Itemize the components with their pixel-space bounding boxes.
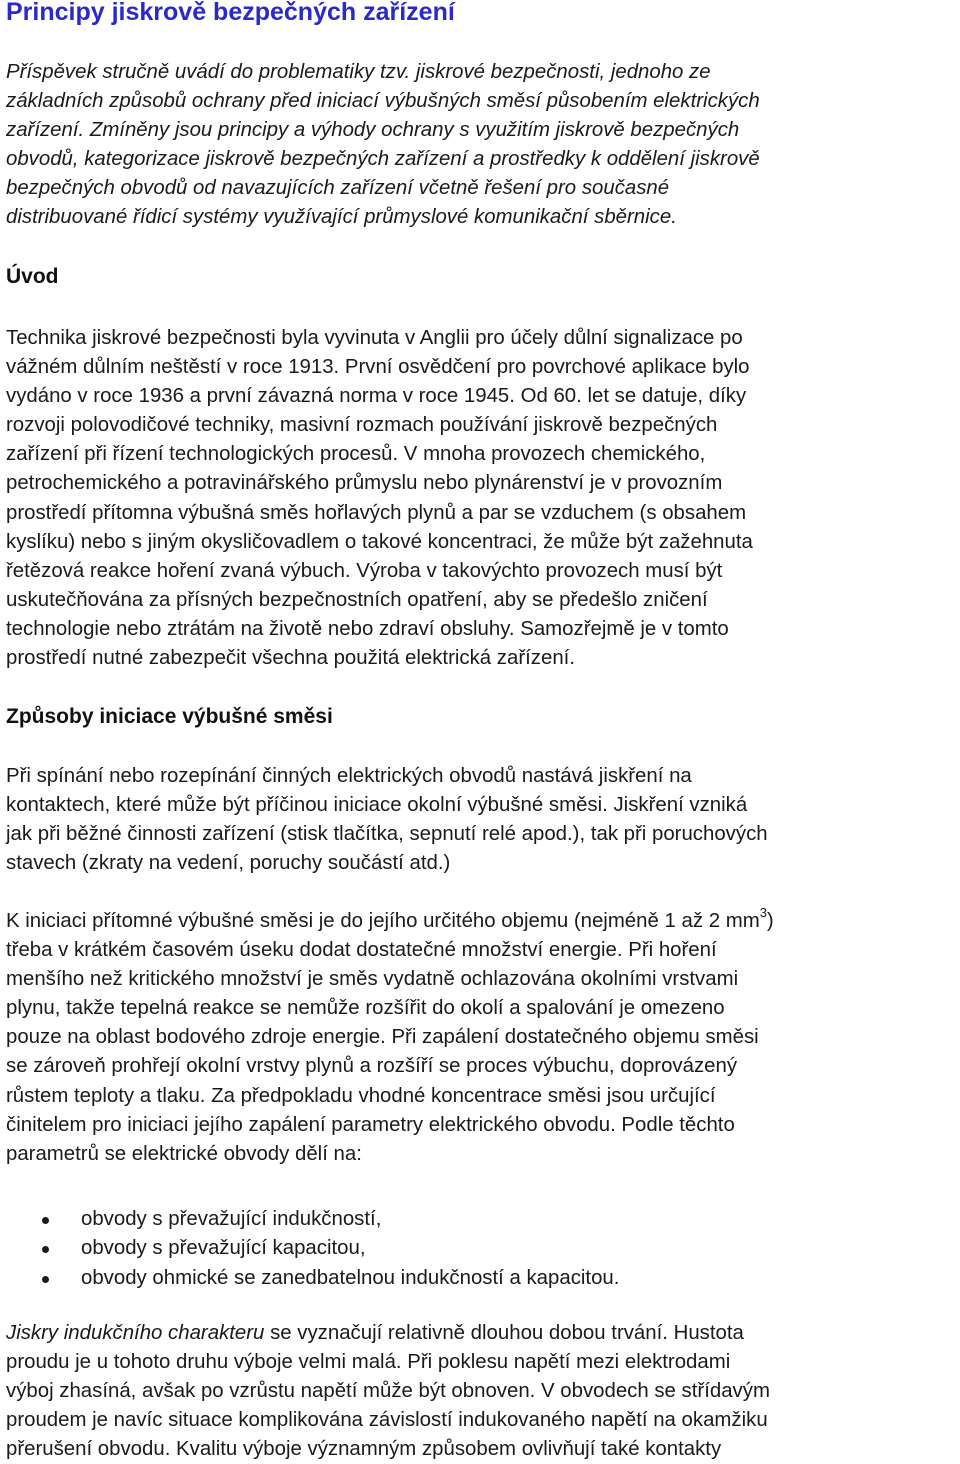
paragraph-line: výboj zhasíná, avšak po vzrůstu napětí může být obnoven. V obvodech se střídavým [6, 1380, 770, 1403]
paragraph-line: prostředí nutné zabezpečit všechna použitá elektrická zařízení. [6, 647, 575, 670]
list-item-text: obvody ohmické se zanedbatelnou indukčností a kapacitou. [81, 1266, 620, 1289]
paragraph-line: jak při běžné činnosti zařízení (stisk tlačítka, sepnutí relé apod.), tak při poruchových [6, 823, 768, 846]
paragraph-iniciace [6, 907, 958, 1169]
section-heading-zpusoby-iniciace: Způsoby iniciace výbušné směsi [6, 705, 333, 728]
abstract-line: bezpečných obvodů od navazujících zařízení včetně řešení pro současné [6, 177, 670, 199]
line-text: se vyznačují relativně dlouhou dobou trvání. Hustota [264, 1322, 744, 1344]
page-title: Principy jiskrově bezpečných zařízení [6, 0, 455, 26]
paragraph-line: vážném důlním neštěstí v roce 1913. První osvědčení pro povrchové aplikace bylo [6, 356, 750, 379]
paragraph-line: se zároveň prohřejí okolní vrstvy plynů a rozšíří se proces výbuchu, doprovázený [6, 1055, 738, 1078]
paragraph-line: třeba v krátkém časovém úseku dodat dostatečné množství energie. Při hoření [6, 939, 717, 962]
paragraph-line: stavech (zkraty na vedení, poruchy součástí atd.) [6, 852, 451, 875]
paragraph-line [6, 907, 958, 936]
abstract-line: obvodů, kategorizace jiskrově bezpečných zařízení a prostředky k oddělení jiskrově [6, 148, 760, 170]
paragraph-line: rozvoji polovodičové techniky, masivní rozmach používání jiskrově bezpečných [6, 414, 718, 437]
paragraph-line: vydáno v roce 1936 a první závazná norma v roce 1945. Od 60. let se datuje, díky [6, 385, 747, 408]
line-text: ) [766, 910, 774, 932]
paragraph-jiskreni [6, 762, 958, 878]
paragraph-line: přerušení obvodu. Kvalitu výboje významným způsobem ovlivňují také kontakty [6, 1438, 722, 1461]
paragraph-line: menšího než kritického množství je směs vydatně ochlazována okolními vrstvami [6, 968, 739, 991]
paragraph-line: proudu je u tohoto druhu výboje velmi malá. Při poklesu napětí mezi elektrodami [6, 1351, 731, 1374]
paragraph-line [6, 1319, 958, 1348]
paragraph-line: zařízení při řízení technologických procesů. V mnoha provozech chemického, [6, 443, 706, 466]
paragraph-uvod [6, 324, 958, 673]
abstract-line: distribuované řídicí systémy využívající průmyslové komunikační sběrnice. [6, 206, 677, 228]
list-item [6, 1264, 956, 1293]
abstract [6, 58, 951, 232]
paragraph-line: pouze na oblast bodového zdroje energie. Při zapálení dostatečného objemu směsi [6, 1026, 759, 1049]
list-item-text: obvody s převažující kapacitou, [81, 1237, 366, 1260]
paragraph-line: Technika jiskrové bezpečnosti byla vyvinuta v Anglii pro účely důlní signalizace po [6, 327, 743, 349]
paragraph-line: uskutečňována za přísných bezpečnostních opatření, aby se předešlo zničení [6, 588, 708, 611]
superscript: 3 [759, 905, 767, 921]
paragraph-line: kyslíku) nebo s jiným okysličovadlem o takové koncentraci, že může být zažehnuta [6, 530, 753, 553]
circuit-types-list [6, 1205, 956, 1293]
list-item [6, 1234, 956, 1263]
abstract-line: zařízení. Zmíněny jsou principy a výhody ochrany s využitím jiskrově bezpečných [6, 119, 740, 141]
list-item-text: obvody s převažující indukčností, [81, 1208, 382, 1230]
paragraph-line: proudem je navíc situace komplikována závislostí indukovaného napětí na okamžiku [6, 1409, 768, 1432]
paragraph-line: řetězová reakce hoření zvaná výbuch. Výroba v takovýchto provozech musí být [6, 559, 723, 582]
paragraph-line: parametrů se elektrické obvody dělí na: [6, 1142, 362, 1165]
paragraph-line: kontaktech, které může být příčinou iniciace okolní výbušné směsi. Jiskření vzniká [6, 794, 748, 817]
paragraph-line: technologie nebo ztrátám na životě nebo zdraví obsluhy. Samozřejmě je v tomto [6, 617, 729, 640]
bullet-icon [42, 1276, 49, 1283]
paragraph-line: prostředí přítomna výbušná směs hořlavých plynů a par se vzduchem (s obsahem [6, 501, 747, 524]
bullet-icon [42, 1217, 49, 1224]
section-heading-uvod: Úvod [6, 265, 59, 288]
abstract-line: Příspěvek stručně uvádí do problematiky tzv. jiskrové bezpečnosti, jednoho ze [6, 61, 711, 83]
bullet-icon [42, 1246, 49, 1253]
paragraph-line: Při spínání nebo rozepínání činných elektrických obvodů nastává jiskření na [6, 765, 692, 787]
paragraph-line: růstem teploty a tlaku. Za předpokladu vhodné koncentrace směsi jsou určující [6, 1084, 716, 1107]
list-item [6, 1205, 956, 1234]
line-text: K iniciaci přítomné výbušné směsi je do jejího určitého objemu (nejméně 1 až 2 mm [6, 910, 760, 932]
paragraph-line: plynu, takže tepelná reakce se nemůže rozšířit do okolí a spalování je omezeno [6, 997, 725, 1020]
paragraph-line: činitelem pro iniciaci jejího zapálení parametry elektrického obvodu. Podle těchto [6, 1113, 735, 1136]
paragraph-line: petrochemického a potravinářského průmyslu nebo plynárenství je v provozním [6, 472, 723, 495]
paragraph-indukcni-jiskry [6, 1319, 958, 1464]
abstract-line: základních způsobů ochrany před iniciací výbušných směsí působením elektrických [6, 90, 760, 112]
emphasized-term: Jiskry indukčního charakteru [6, 1322, 265, 1344]
